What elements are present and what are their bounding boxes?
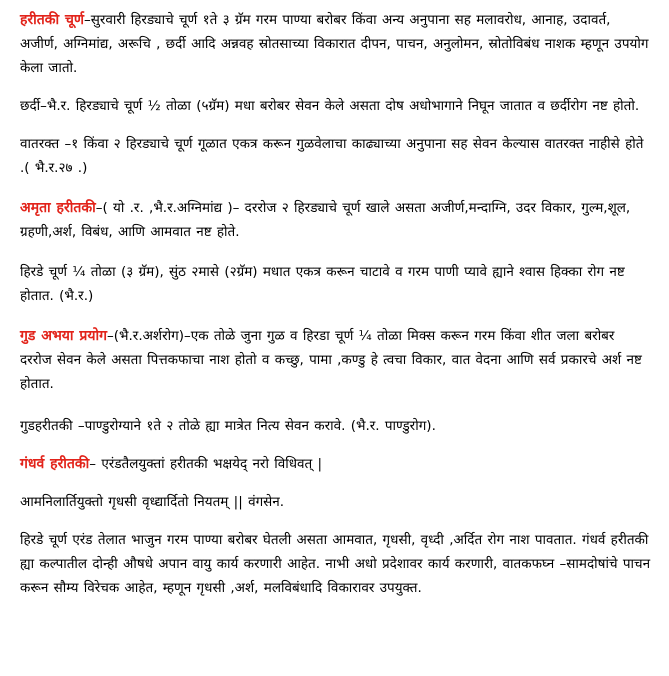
paragraph-heading: हरीतकी चूर्ण <box>20 12 85 28</box>
paragraph-text: –सुरवारी हिरड्याचे चूर्ण १ते ३ ग्रॅम गरम पाण्या बरोबर किंवा अन्य अनुपाना सह मलावरोध, आनाह, उदावर्त, अजीर्ण, अग्निमांद्य, अरूचि , छर्दी आदि अन्नवह स्रोतसाच्या विकारात दीपन, पाचन, अनुलोमन, स्रोतोविबंध नाशक म्हणून उपयोग केला जातो. <box>20 12 649 76</box>
paragraph-amruta-haritaki <box>20 196 651 244</box>
paragraph-vatarakta <box>20 132 651 180</box>
paragraph-hirde-churna <box>20 260 651 308</box>
paragraph-chhardi <box>20 94 651 118</box>
paragraph-text: –( यो .र. ,भै.र.अग्निमांद्य )– दररोज २ हिरड्याचे चूर्ण खाले असता अजीर्ण,मन्दाग्नि, उदर विकार, गुल्म,शूल, ग्रहणी,अर्श, विबंध, आणि आमवात नष्ट होते. <box>20 200 631 240</box>
paragraph-text: आमनिलार्तियुक्तो गृधसी वृध्द्यार्दितो नियतम् || वंगसेन. <box>20 494 285 510</box>
paragraph-heading: गंधर्व हरीतकी <box>20 456 90 472</box>
paragraph-text: वातरक्त –१ किंवा २ हिरड्याचे चूर्ण गूळात एकत्र करून गुळवेलाचा काढ्याच्या अनुपाना सह सेवन केल्यास वातरक्त नाहीसे होते .( भै.र.२७ .) <box>20 136 644 176</box>
paragraph-text: –(भै.र.अर्शरोग)–एक तोळे जुना गुळ व हिरडा चूर्ण ¼ तोळा मिक्स करून गरम किंवा शीत जला बरोबर दररोज सेवन केले असता पित्तकफाचा नाश होतो व कच्छु, पामा ,कण्डु हे त्वचा विकार, वात वेदना आणि सर्व प्रकारचे अर्श नष्ट होतात. <box>20 328 642 392</box>
paragraph-text: – एरंडतैलयुक्तां हरीतकी भक्षयेद् नरो विधिवत् | <box>89 456 323 472</box>
paragraph-shloka-vangasen <box>20 490 651 514</box>
paragraph-haritaki-churna <box>20 8 651 80</box>
paragraph-heading: गुड अभया प्रयोग <box>20 328 107 344</box>
paragraph-gudaharitaki <box>20 414 651 438</box>
paragraph-gandharva-haritaki <box>20 452 651 476</box>
paragraph-heading: अमृता हरीतकी <box>20 200 96 216</box>
paragraph-text: छर्दी–भै.र. हिरड्याचे चूर्ण ½ तोळा (५ग्रॅम) मधा बरोबर सेवन केले असता दोष अधोभागाने निघून जातात व छर्दीरोग नष्ट होतो. <box>20 98 640 114</box>
paragraph-erand-tel <box>20 528 651 600</box>
paragraph-text: हिरडे चूर्ण एरंड तेलात भाजुन गरम पाण्या बरोबर घेतली असता आमवात, गृधसी, वृध्दी ,अर्दित रोग नाश पावतात. गंधर्व हरीतकी ह्या कल्पातील दोन्ही औषधे अपान वायु कार्य करणारी आहेत. नाभी अधो प्रदेशावर कार्य करणारी, वातकफघ्न –सामदोषांचे पाचन करून सौम्य विरेचक आहेत, म्हणून गृधसी ,अर्श, मलविबंधादि विकारावर उपयुक्त. <box>20 532 651 596</box>
paragraph-text: गुडहरीतकी –पाण्डुरोग्याने १ते २ तोळे ह्या मात्रेत नित्य सेवन करावे. (भै.र. पाण्डुरोग). <box>20 418 436 434</box>
paragraph-guda-abhaya-prayog <box>20 324 651 396</box>
paragraph-text: हिरडे चूर्ण ¼ तोळा (३ ग्रॅम), सुंठ २मासे (२ग्रॅम) मधात एकत्र करून चाटावे व गरम पाणी प्यावे ह्याने श्वास हिक्का रोग नष्ट होतात. (भै.र.) <box>20 264 625 304</box>
